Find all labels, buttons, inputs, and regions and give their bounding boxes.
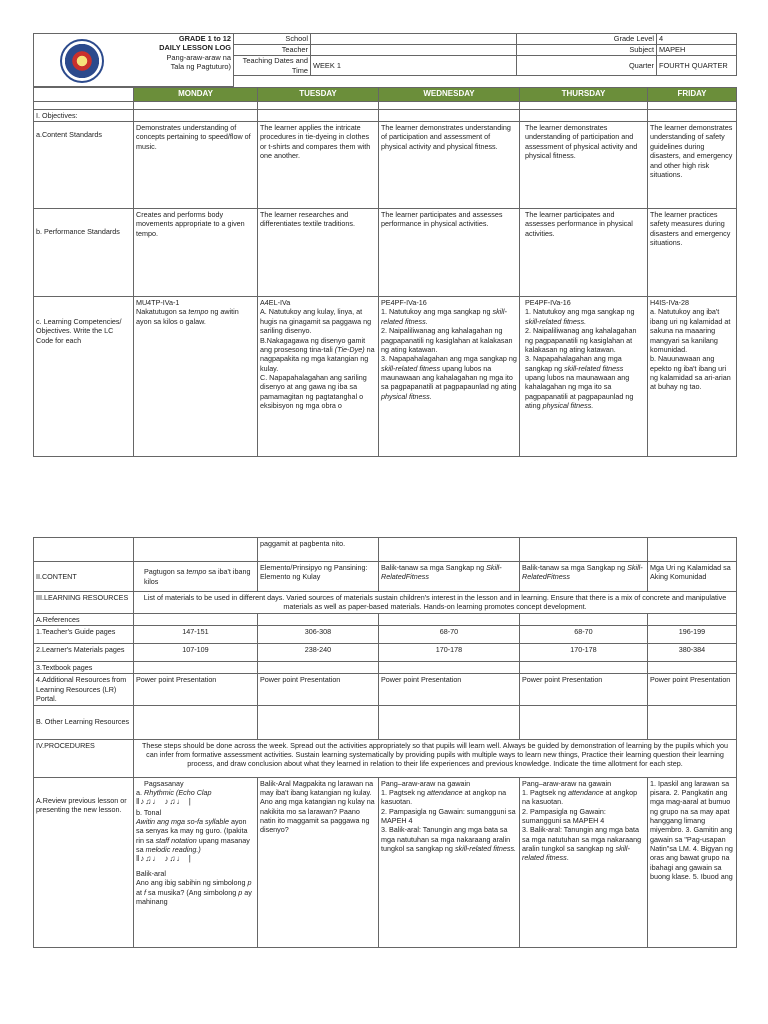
teachers-guide-label: 1.Teacher's Guide pages <box>34 626 134 644</box>
teacher-value <box>311 45 517 56</box>
review-fri: 1. Ipaskil ang larawan sa pisara. 2. Pangkatin ang mga mag-aaral at bumuo ng grupo na sa may apat hanggang limang miyembro. 3. Gamitin ang gawain sa "Pag-usapan Natin"sa LM. 4. Bigyan ng oras ang bawat grupo na ibahagi ang gawain sa buong klase. 5. Ibuod ang <box>648 777 737 947</box>
rhythm-notation: ‖♪♫♩ ♪♫♩ | <box>136 797 192 807</box>
competency-mon-code: MU4TP-IVa-1 <box>136 298 180 308</box>
day-header-row <box>34 87 737 101</box>
competency-wed: PE4PF-IVa-16 1. Natutukoy ang mga sangkap ng skill-related fitness. 2. Naipaliliwanag ang kahalagahan ng pagpapanatili ng kasiglahan at kalakasan ng ating katawan. 3. Napapahalagahan ang mga sangkap ng skill-related fitness upang lubos na maunawaan ang kahalagahan ng mga ito sa pagpapanatili at pagpapaunlad ng ating physical fitness. <box>379 297 520 457</box>
subject-value: MAPEH <box>657 45 737 56</box>
learning-resources-note: List of materials to be used in different days. Varied sources of materials sustain children's interest in the lesson and in learning. Ensure that there is a mix of concrete and manipulative materials as well as paper-based materials. Hands-on learning promotes concept development. <box>134 592 737 614</box>
day-monday: MONDAY <box>134 87 258 101</box>
day-wednesday: WEDNESDAY <box>379 87 520 101</box>
performance-standard-mon: Creates and performs body movements appropriate to a given tempo. <box>134 209 258 297</box>
textbook-label: 3.Textbook pages <box>34 662 134 674</box>
lesson-log-page-2 <box>33 537 736 948</box>
continuation-text: paggamit at pagbenta nito. <box>258 538 379 562</box>
review-row <box>34 777 737 947</box>
add-tue: Power point Presentation <box>258 674 379 705</box>
other-resources-label: B. Other Learning Resources <box>34 705 134 739</box>
lm-wed: 170-178 <box>379 644 520 662</box>
competency-wed-code: PE4PF-IVa-16 <box>381 298 427 308</box>
learning-competencies-row <box>34 297 737 457</box>
additional-resources-label: 4.Additional Resources from Learning Resources (LR) Portal. <box>34 674 134 705</box>
tg-wed: 68-70 <box>379 626 520 644</box>
procedures-note: These steps should be done across the week. Spread out the activities appropriately so that pupils will learn well. Always be guided by demonstration of learning by the pupils which you can infer from formative assessment activities. Sustain learning systematically by providing pupils with multiple ways to learn new things, Practice their learning question their learning process, and draw conclusion about what they learned in relation to their life experiences and previous knowledge. Indicate the time allotment for each step. <box>134 739 737 777</box>
day-tuesday: TUESDAY <box>258 87 379 101</box>
performance-standard-wed: The learner participates and assesses performance in physical activities. <box>379 209 520 297</box>
lm-thu: 170-178 <box>520 644 648 662</box>
content-standard-thu: The learner demonstrates understanding of participation and assessment of physical activity and physical fitness. <box>520 122 648 209</box>
other-resources-row <box>34 705 737 739</box>
teaching-dates-value: WEEK 1 <box>311 56 517 76</box>
school-label: School <box>234 34 311 45</box>
add-thu: Power point Presentation <box>520 674 648 705</box>
competency-mon-text: Nakatutugon sa tempo ng awitin ayon sa kilos o galaw. <box>136 307 239 326</box>
melodic-notation: ‖♪♫♩ ♪♫♩ | <box>136 854 192 864</box>
lesson-log-page-1 <box>33 33 736 457</box>
school-value <box>311 34 517 45</box>
day-friday: FRIDAY <box>648 87 737 101</box>
add-wed: Power point Presentation <box>379 674 520 705</box>
teacher-label: Teacher <box>234 45 311 56</box>
competency-thu: PE4PF-IVa-16 1. Natutukoy ang mga sangkap ng skill-related fitness. 2. Naipaliliwanag ang kahalagahan ng pagpapanatili ng kasiglahan at kalakasan ng ating katawan. 3. Napapahalagahan ang mga sangkap ng skill-related fitness upang lubos na maunawaan ang kahalagahan ng mga ito sa pagpapanatili at pagpapaunlad ng ating physical fitness. <box>520 297 648 457</box>
lm-tue: 238-240 <box>258 644 379 662</box>
content-mon: Pagtugon sa tempo sa iba't ibang kilos <box>134 562 258 592</box>
content-fri: Mga Uri ng Kalamidad sa Aking Komunidad <box>648 562 737 592</box>
teachers-guide-row <box>34 626 737 644</box>
learning-competencies-label: c. Learning Competencies/ Objectives. Write the LC Code for each <box>34 297 134 457</box>
deped-seal-icon <box>60 39 104 83</box>
content-standards-row <box>34 122 737 209</box>
tg-mon: 147-151 <box>134 626 258 644</box>
header-table <box>33 33 737 87</box>
learners-materials-label: 2.Learner's Materials pages <box>34 644 134 662</box>
title-line-1: GRADE 1 to 12 <box>178 34 231 43</box>
competency-tue-a: A. Natutukoy ang kulay, linya, at hugis na ginagamit sa paggawa ng sariling disenyo. <box>260 307 372 336</box>
content-standard-wed: The learner demonstrates understanding of participation and assessment of physical activity and physical fitness. <box>379 122 520 209</box>
objectives-table <box>33 87 737 457</box>
add-mon: Power point Presentation <box>134 674 258 705</box>
content-standard-fri: The learner demonstrates understanding of safety guidelines during disasters, and emergency and other high risk situations. <box>648 122 737 209</box>
add-fri: Power point Presentation <box>648 674 737 705</box>
content-standard-mon: Demonstrates understanding of concepts pertaining to speed/flow of music. <box>134 122 258 209</box>
additional-resources-row <box>34 674 737 705</box>
content-tue: Elemento/Prinsipyo ng Pansining: Elemento ng Kulay <box>258 562 379 592</box>
lm-mon: 107-109 <box>134 644 258 662</box>
deped-logo-cell <box>34 34 130 87</box>
objectives-label: I. Objectives: <box>34 109 134 121</box>
tg-thu: 68-70 <box>520 626 648 644</box>
learning-resources-row <box>34 592 737 614</box>
content-standard-tue: The learner applies the intricate procedures in tie-dyeing in clothes or t-shirts and compares them with one another. <box>258 122 379 209</box>
subject-label: Subject <box>517 45 657 56</box>
content-standards-label: a.Content Standards <box>34 122 134 209</box>
content-wed: Balik-tanaw sa mga Sangkap ng Skill-RelatedFitness <box>379 562 520 592</box>
grade-level-label: Grade Level <box>517 34 657 45</box>
learning-resources-label: III.LEARNING RESOURCES <box>34 592 134 614</box>
grade-level-value: 4 <box>657 34 737 45</box>
references-label: A.References <box>34 613 134 625</box>
review-wed: Pang–araw-araw na gawain 1. Pagtsek ng attendance at angkop na kasuotan. 2. Pampasigla ng Gawain: sumangguni sa MAPEH 4 3. Balik-aral: Tanungin ang mga bata sa mga natutuhan sa mga nakaraang aralin tungkol sa sangkap ng skill-related fitness. <box>379 777 520 947</box>
competency-fri-code: H4IS-IVa-28 <box>650 298 690 308</box>
performance-standards-row <box>34 209 737 297</box>
content-label: II.CONTENT <box>34 562 134 592</box>
performance-standards-label: b. Performance Standards <box>34 209 134 297</box>
title-line-2: DAILY LESSON LOG <box>159 43 231 53</box>
procedures-row <box>34 739 737 777</box>
title-block <box>130 34 234 87</box>
performance-standard-fri: The learner practices safety measures during disasters and emergency situations. <box>648 209 737 297</box>
teaching-dates-label: Teaching Dates and Time <box>234 56 311 76</box>
title-line-4: Tala ng Pagtuturo) <box>170 61 231 71</box>
procedures-label: IV.PROCEDURES <box>34 739 134 777</box>
quarter-value: FOURTH QUARTER <box>657 56 737 76</box>
review-mon: Pagsasanay a. Rhythmic (Echo Clap ‖♪♫♩ ♪♫♩ | b. Tonal Awitin ang mga so-fa syllable ayon sa senyas ka may ng guro. (Ipakita rin sa staff notation upang masanay sa melodic reading.) ‖♪♫♩ ♪♫♩ | Balik-aral Ano ang ibig sabihin ng simbolong p at f sa musika? (Ang simbolong p ay mahinang <box>134 777 258 947</box>
lm-fri: 380-384 <box>648 644 737 662</box>
competency-fri: H4IS-IVa-28 a. Natutukoy ang iba't ibang uri ng kalamidad at sakuna na maaaring mangyari sa kanilang komunidad. b. Nauunawaan ang epekto ng iba't ibang uri ng kalamidad sa ari-arian at buhay ng tao. <box>648 297 737 457</box>
performance-standard-thu: The learner participates and assesses performance in physical activities. <box>520 209 648 297</box>
content-row <box>34 562 737 592</box>
competency-mon <box>134 297 258 457</box>
quarter-label: Quarter <box>517 56 657 76</box>
review-tue: Balik-Aral Magpakita ng larawan na may iba't ibang katangian ng kulay. Ano ang mga katangian ng kulay na nakikita mo sa larawan? Paano natin ito maggamit sa paggawa ng disenyo? <box>258 777 379 947</box>
tg-tue: 306-308 <box>258 626 379 644</box>
tg-fri: 196-199 <box>648 626 737 644</box>
competency-tue-b: B.Nakagagawa ng disenyo gamit ang prosesong tina-tali (Tie-Dye) na nagpapakita ng mga katangian ng kulay. <box>260 335 375 373</box>
performance-standard-tue: The learner researches and differentiates textile traditions. <box>258 209 379 297</box>
competency-thu-code: PE4PF-IVa-16 <box>525 298 571 308</box>
lesson-content-table <box>33 537 737 948</box>
competency-tue <box>258 297 379 457</box>
competency-tue-c: C. Napapahalagahan ang sariling disenyo at ang gawa ng iba sa pamamagitan ng pagtatanghal o eksibisyon ng mga obra o <box>260 372 367 411</box>
review-thu: Pang–araw-araw na gawain 1. Pagtsek ng attendance at angkop na kasuotan. 2. Pampasigla ng Gawain: sumangguni sa MAPEH 4 3. Balik-aral: Tanungin ang mga bata sa mga natutuhan sa mga nakaraang aralin tungkol sa sangkap ng skill-related fitness. <box>520 777 648 947</box>
competency-tue-code: A4EL-IVa <box>260 298 291 308</box>
title-line-3: Pang-araw-araw na <box>166 52 231 62</box>
content-thu: Balik-tanaw sa mga Sangkap ng Skill-RelatedFitness <box>520 562 648 592</box>
review-label: A.Review previous lesson or presenting the new lesson. <box>34 777 134 947</box>
learners-materials-row <box>34 644 737 662</box>
day-thursday: THURSDAY <box>520 87 648 101</box>
